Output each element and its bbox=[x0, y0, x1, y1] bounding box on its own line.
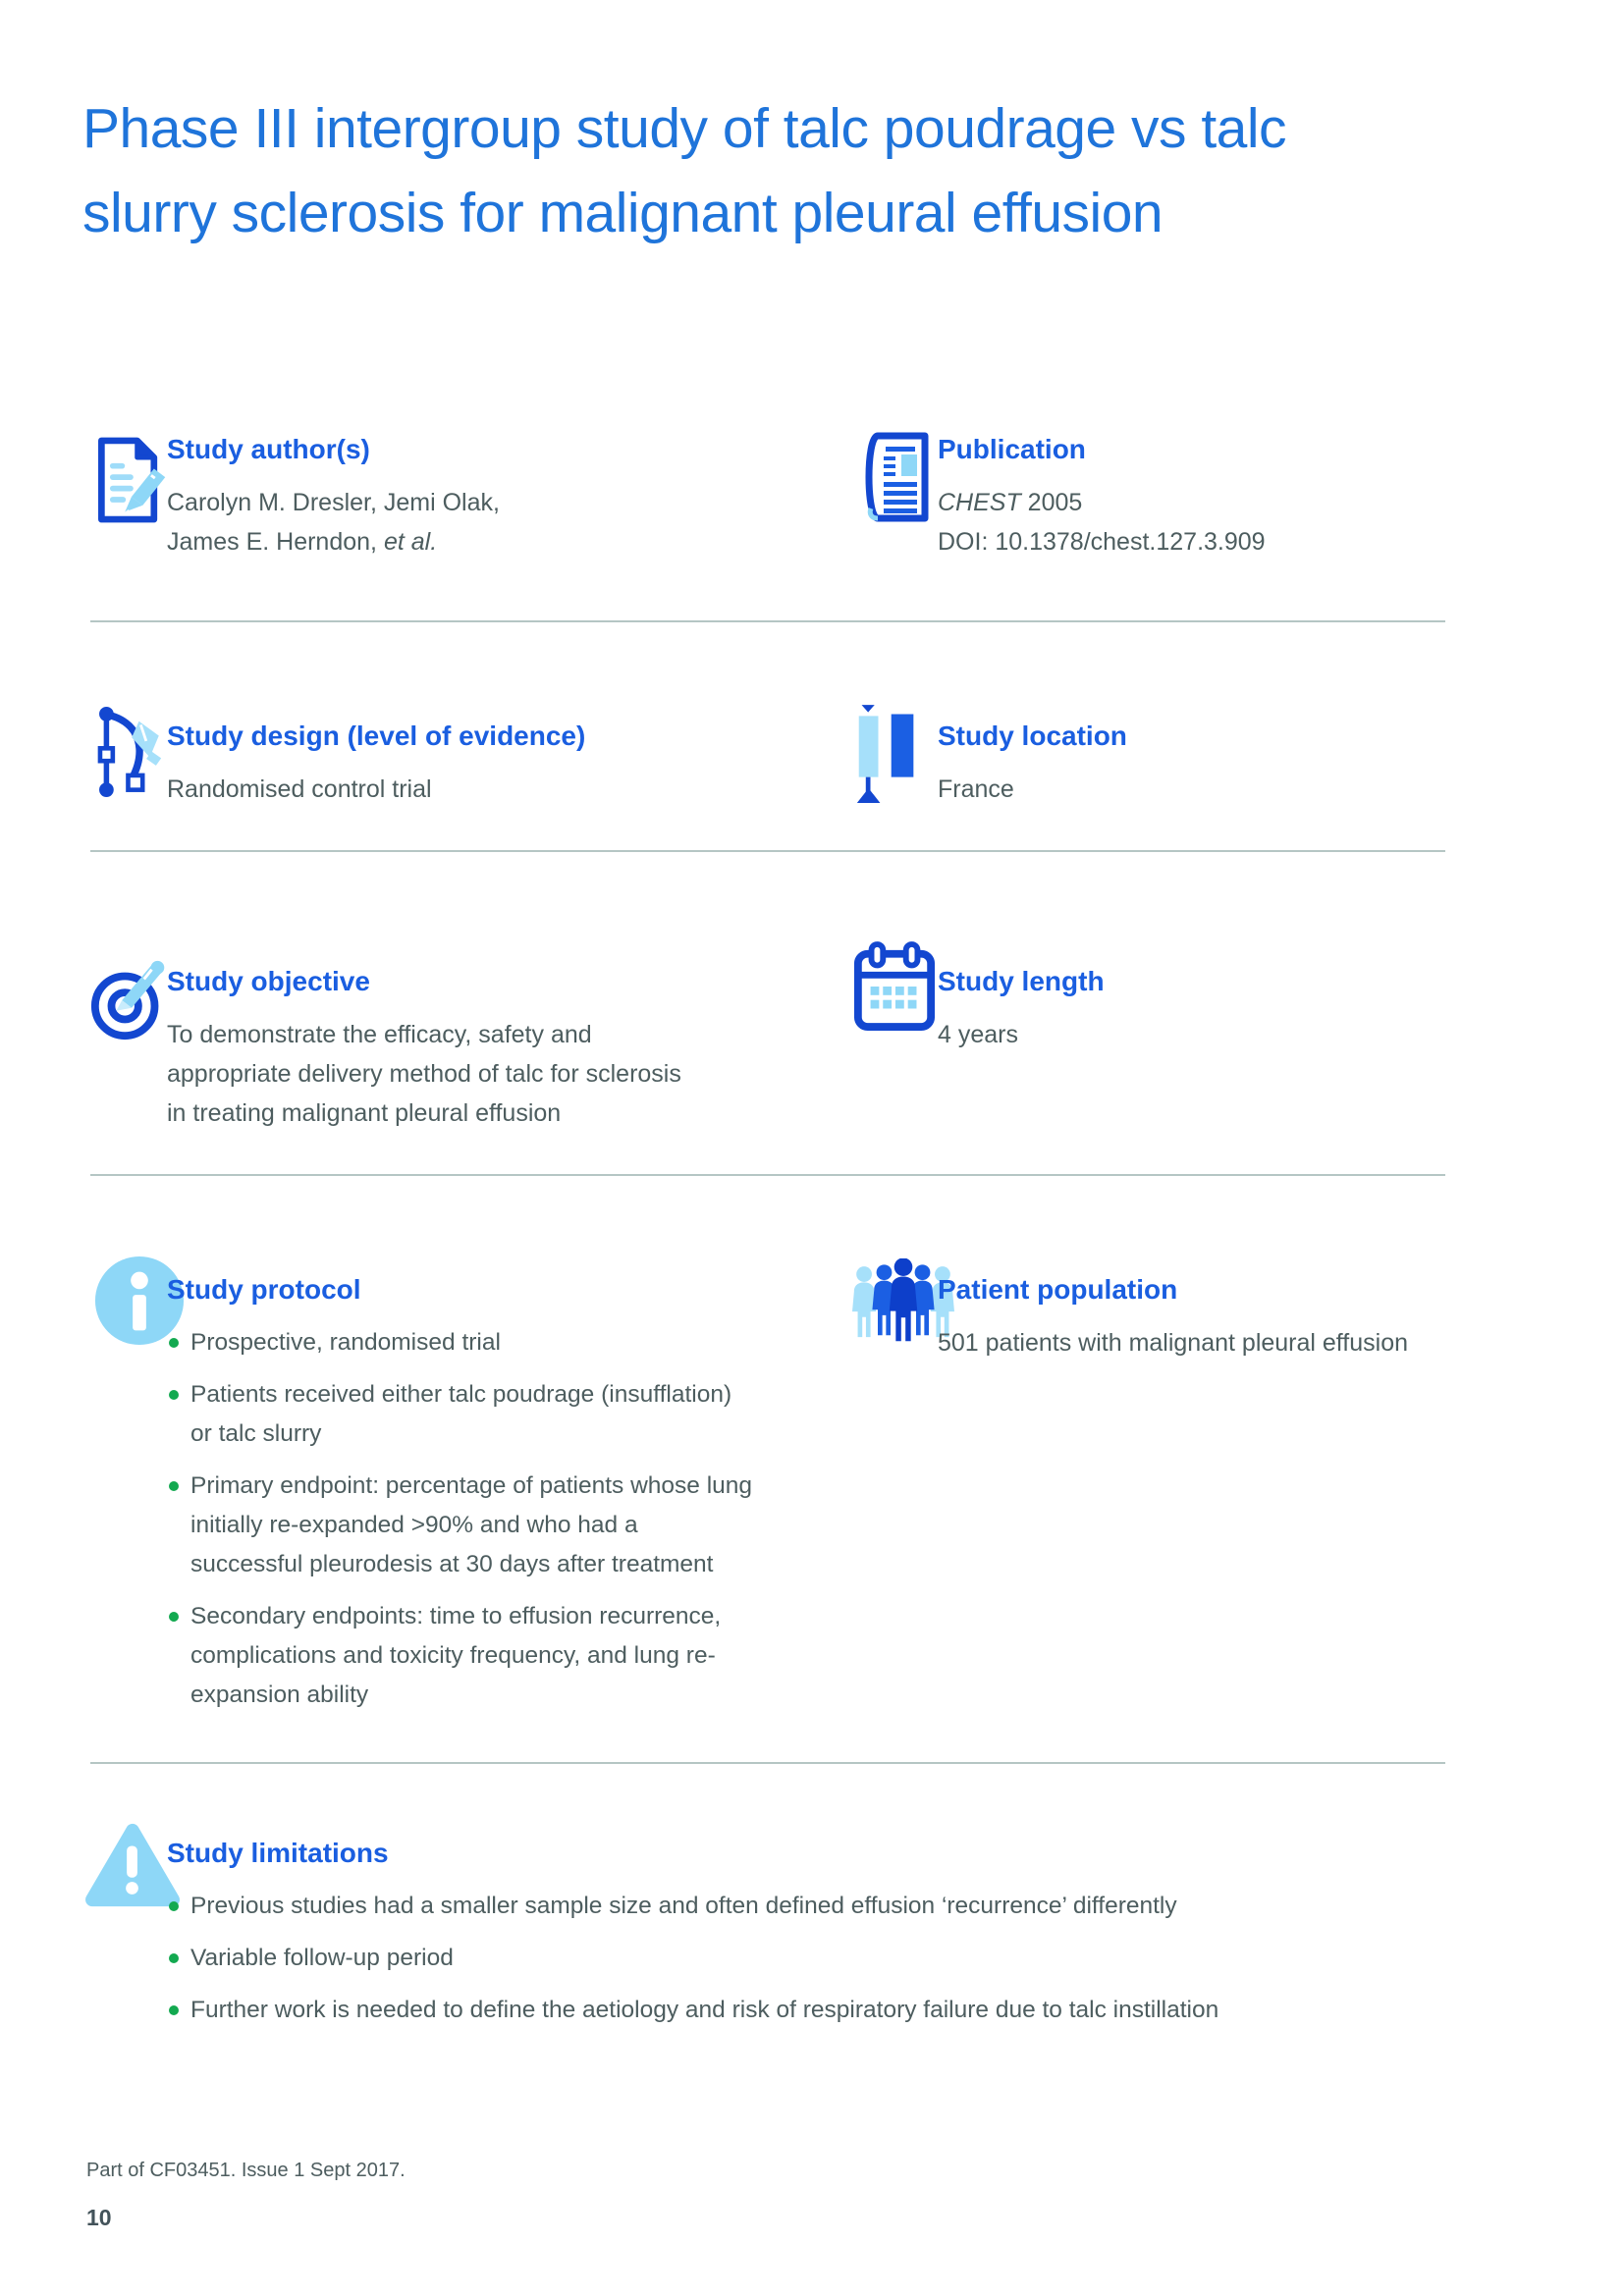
objective-line1: To demonstrate the efficacy, safety and bbox=[167, 1021, 592, 1048]
protocol-bullet: Secondary endpoints: time to effusion recurrence, complications and toxicity frequency, and lung re-expansion ability bbox=[165, 1597, 754, 1715]
length-heading: Study length bbox=[938, 966, 1105, 996]
population-heading: Patient population bbox=[938, 1274, 1178, 1305]
divider bbox=[90, 850, 1445, 852]
target-dart-icon bbox=[88, 954, 177, 1042]
page-title-line1: Phase III intergroup study of talc poudrage vs talc bbox=[82, 97, 1287, 160]
limitations-heading: Study limitations bbox=[167, 1838, 389, 1868]
footer-reference: Part of CF03451. Issue 1 Sept 2017. bbox=[86, 2160, 406, 2181]
authors-line2: James E. Herndon, et al. bbox=[167, 528, 438, 556]
publication-journal-year: CHEST 2005 bbox=[938, 489, 1083, 516]
objective-body bbox=[167, 1015, 774, 1133]
flag-icon bbox=[854, 703, 919, 807]
design-heading: Study design (level of evidence) bbox=[167, 721, 586, 751]
protocol-heading: Study protocol bbox=[167, 1274, 361, 1305]
authors-line1: Carolyn M. Dresler, Jemi Olak, bbox=[167, 489, 500, 516]
authors-et-al: et al. bbox=[383, 528, 438, 556]
divider bbox=[90, 1174, 1445, 1176]
publication-heading: Publication bbox=[938, 434, 1086, 464]
journal-icon bbox=[856, 430, 933, 532]
section-study-design bbox=[86, 719, 774, 809]
authors-heading: Study author(s) bbox=[167, 434, 370, 464]
section-study-authors bbox=[86, 432, 774, 561]
location-heading: Study location bbox=[938, 721, 1127, 751]
authors-body bbox=[167, 483, 774, 561]
section-study-location bbox=[852, 719, 1540, 809]
location-body: France bbox=[938, 775, 1014, 803]
limitations-bullet: Previous studies had a smaller sample size and often defined effusion ‘recurrence’ differently bbox=[165, 1887, 1451, 1926]
publication-doi: DOI: 10.1378/chest.127.3.909 bbox=[938, 528, 1266, 556]
protocol-bullet: Prospective, randomised trial bbox=[165, 1323, 754, 1362]
divider bbox=[90, 1762, 1445, 1764]
section-study-limitations bbox=[86, 1836, 1500, 2043]
page-title bbox=[82, 86, 1477, 255]
objective-heading: Study objective bbox=[167, 966, 370, 996]
section-publication bbox=[852, 432, 1540, 561]
limitations-bullet: Further work is needed to define the aetiology and risk of respiratory failure due to talc instillation bbox=[165, 1991, 1451, 2030]
length-body: 4 years bbox=[938, 1021, 1018, 1048]
design-body: Randomised control trial bbox=[167, 775, 432, 803]
document-pencil-icon bbox=[88, 434, 171, 526]
objective-line3: in treating malignant pleural effusion bbox=[167, 1099, 562, 1127]
publication-body bbox=[938, 483, 1540, 561]
objective-line2: appropriate delivery method of talc for sclerosis bbox=[167, 1060, 681, 1088]
protocol-bullet: Patients received either talc poudrage (insufflation) or talc slurry bbox=[165, 1375, 754, 1454]
protocol-bullet: Primary endpoint: percentage of patients whose lung initially re-expanded >90% and who had a successful pleurodesis at 30 days after treatment bbox=[165, 1467, 754, 1584]
calendar-icon bbox=[852, 940, 937, 1033]
section-study-objective bbox=[86, 964, 774, 1133]
section-patient-population bbox=[852, 1272, 1559, 1362]
pen-tool-icon bbox=[88, 701, 179, 803]
section-study-length bbox=[852, 964, 1540, 1054]
section-study-protocol bbox=[86, 1272, 774, 1728]
limitations-bullet-list bbox=[165, 1887, 1451, 2030]
page-title-line2: slurry sclerosis for malignant pleural effusion bbox=[82, 182, 1164, 244]
page-number: 10 bbox=[86, 2205, 112, 2230]
population-body: 501 patients with malignant pleural effusion bbox=[938, 1329, 1409, 1357]
protocol-bullet-list bbox=[165, 1323, 754, 1715]
limitations-bullet: Variable follow-up period bbox=[165, 1939, 1451, 1978]
divider bbox=[90, 620, 1445, 622]
